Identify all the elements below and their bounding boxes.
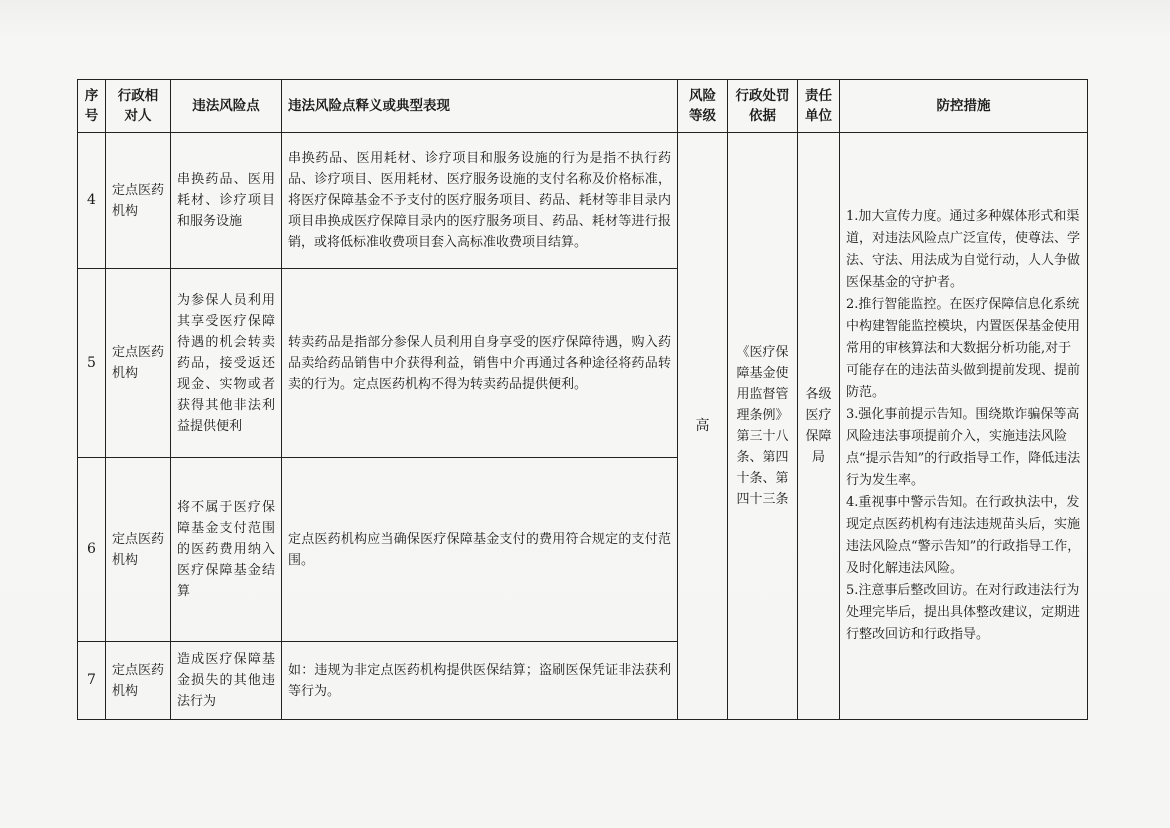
measure-item: 5.注意事后整改回访。在对行政违法行为处理完毕后，提出具体整改建议，定期进行整改回访和行政指导。 — [846, 583, 1081, 642]
row-description: 串换药品、医用耗材、诊疗项目和服务设施的行为是指不执行药品、诊疗项目、医用耗材、医疗服务设施的支付名称及价格标准，将医疗保障基金不予支付的医疗服务项目、药品、耗材等非目录内项目串换成医疗保障目录内的医疗服务项目、药品、耗材等进行报销，或将低标准收费项目套入高标准收费项目结算。 — [282, 133, 678, 269]
header-party: 行政相对人 — [106, 80, 171, 133]
header-description: 违法风险点释义或典型表现 — [282, 80, 678, 133]
header-unit: 责任单位 — [798, 80, 840, 133]
measure-item: 4.重视事中警示告知。在行政执法中，发现定点医药机构有违法违规苗头后，实施违法风险点“警示告知”的行政指导工作，及时化解违法风险。 — [846, 495, 1081, 576]
measure-item: 1.加大宣传力度。通过多种媒体形式和渠道，对违法风险点广泛宣传，使尊法、学法、守法、用法成为自觉行动，人人争做医保基金的守护者。 — [846, 209, 1081, 290]
row-number: 4 — [78, 133, 106, 269]
row-description: 如：违规为非定点医药机构提供医保结算；盗刷医保凭证非法获利等行为。 — [282, 642, 678, 720]
row-party: 定点医药机构 — [106, 642, 171, 720]
row-party: 定点医药机构 — [106, 133, 171, 269]
row-number: 7 — [78, 642, 106, 720]
row-party: 定点医药机构 — [106, 458, 171, 642]
header-risk-point: 违法风险点 — [171, 80, 282, 133]
header-measures: 防控措施 — [840, 80, 1088, 133]
measure-item: 3.强化事前提示告知。围绕欺诈骗保等高风险违法事项提前介入，实施违法风险点“提示告知”的行政指导工作，降低违法行为发生率。 — [846, 407, 1081, 488]
risk-level: 高 — [678, 133, 728, 720]
header-row — [78, 80, 1088, 133]
row-number: 6 — [78, 458, 106, 642]
row-risk-point: 造成医疗保障基金损失的其他违法行为 — [171, 642, 282, 720]
risk-table — [77, 79, 1088, 720]
header-level: 风险等级 — [678, 80, 728, 133]
prevention-measures — [840, 133, 1088, 720]
responsible-unit: 各级医疗保障局 — [798, 133, 840, 720]
row-risk-point: 为参保人员利用其享受医疗保障待遇的机会转卖药品，接受返还现金、实物或者获得其他非法利益提供便利 — [171, 269, 282, 458]
row-risk-point: 将不属于医疗保障基金支付范围的医药费用纳入医疗保障基金结算 — [171, 458, 282, 642]
row-description: 定点医药机构应当确保医疗保障基金支付的费用符合规定的支付范围。 — [282, 458, 678, 642]
row-party: 定点医药机构 — [106, 269, 171, 458]
header-basis: 行政处罚依据 — [728, 80, 798, 133]
row-risk-point: 串换药品、医用耗材、诊疗项目和服务设施 — [171, 133, 282, 269]
header-no: 序号 — [78, 80, 106, 133]
row-description: 转卖药品是指部分参保人员利用自身享受的医疗保障待遇，购入药品卖给药品销售中介获得利益，销售中介再通过各种途径将药品转卖的行为。定点医药机构不得为转卖药品提供便利。 — [282, 269, 678, 458]
penalty-basis: 《医疗保障基金使用监督管理条例》第三十八条、第四十条、第四十三条 — [728, 133, 798, 720]
row-number: 5 — [78, 269, 106, 458]
measure-item: 2.推行智能监控。在医疗保障信息化系统中构建智能监控模块，内置医保基金使用常用的审核算法和大数据分析功能,对于可能存在的违法苗头做到提前发现、提前防范。 — [846, 297, 1081, 400]
table-row — [78, 133, 1088, 269]
